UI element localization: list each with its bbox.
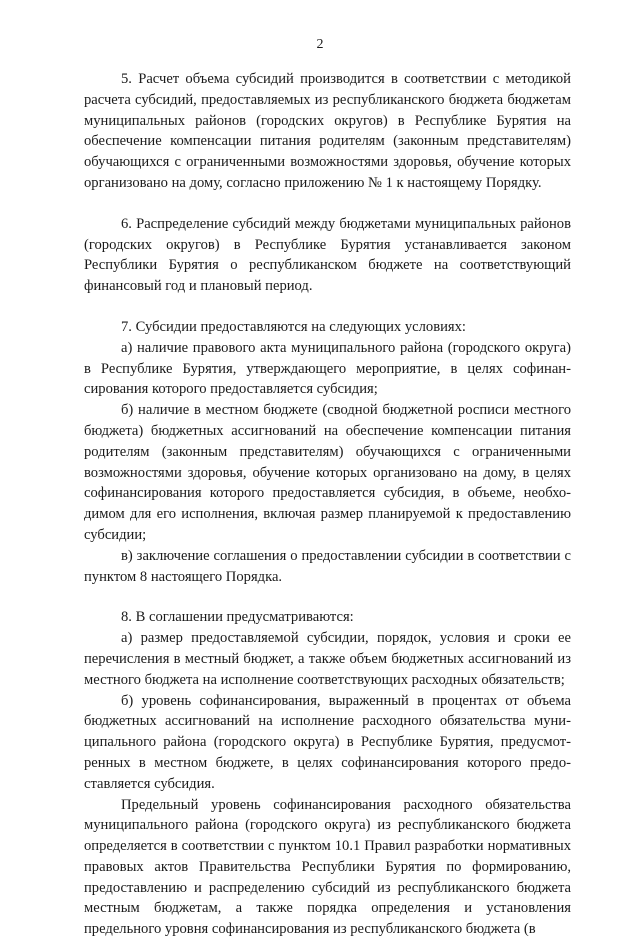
paragraph-7: 7. Субсидии предоставляются на следующих условиях:: [84, 317, 571, 338]
paragraph-limit: Предельный уровень софинансирования расходного обязательства муниципального района (городского округа) из республиканского бюджета определяется в соответствии с пунктом 10.1 Правил разработки нормативных правовых актов Правительства Республики Бурятия по формированию, предоставлению и распределению субсидий из республиканского бюджета местным бюджетам, а также порядка определения и установления предельного уровня софинансирования из республиканского бюджета (в: [84, 795, 571, 940]
paragraph-5: 5. Расчет объема субсидий производится в соответствии с методикой расчета субсидий, предоставляемых из республиканского бюджета бюджетам муниципальных районов (городских округов) в Республике Бурятия на обеспечение компенсации питания родителям (законным представителям) обучающихся с ограниченными возможностями здоровья, обучение которых организовано на дому, согласно приложению № 1 к настоящему Порядку.: [84, 69, 571, 194]
paragraph-6: 6. Распределение субсидий между бюджетами муниципальных районов (городских округов) в Республике Бурятия устанавливается законом Республики Бурятия о республиканском бюджете на соответствующий финансовый год и плановый период.: [84, 214, 571, 297]
paragraph-8: 8. В соглашении предусматриваются:: [84, 607, 571, 628]
page-number: 2: [0, 36, 640, 54]
paragraph-8a: а) размер предоставляемой субсидии, порядок, условия и сроки ее перечисления в местный бюджет, а также объем бюджетных ассигнований из местного бюджета на исполнение соответствующих расходных обязательств;: [84, 628, 571, 690]
document-body: [84, 69, 571, 940]
paragraph-7v: в) заключение соглашения о предоставлении субсидии в соответствии с пунктом 8 настоящего Порядка.: [84, 546, 571, 588]
paragraph-8b: б) уровень софинансирования, выраженный в процентах от объема бюджетных ассигнований на исполнение расходного обязательства муниципального района (городского округа) в Республике Бурятия, предусмотренных в местном бюджете, в целях софинансирования которого предоставляется субсидия.: [84, 691, 571, 795]
paragraph-7b: б) наличие в местном бюджете (сводной бюджетной росписи местного бюджета) бюджетных ассигнований на обеспечение компенсации питания родителям (законным представителям) обучающихся с ограниченными возможностями здоровья, обучение которых организовано на дому, в целях софинансирования которого предоставляется субсидия, в объеме, необходимом для его исполнения, включая размер планируемой к предоставлению субсидии;: [84, 400, 571, 546]
paragraph-7a: а) наличие правового акта муниципального района (городского округа) в Республике Бурятия, утверждающего мероприятие, в целях софинансирования которого предоставляется субсидия;: [84, 338, 571, 400]
